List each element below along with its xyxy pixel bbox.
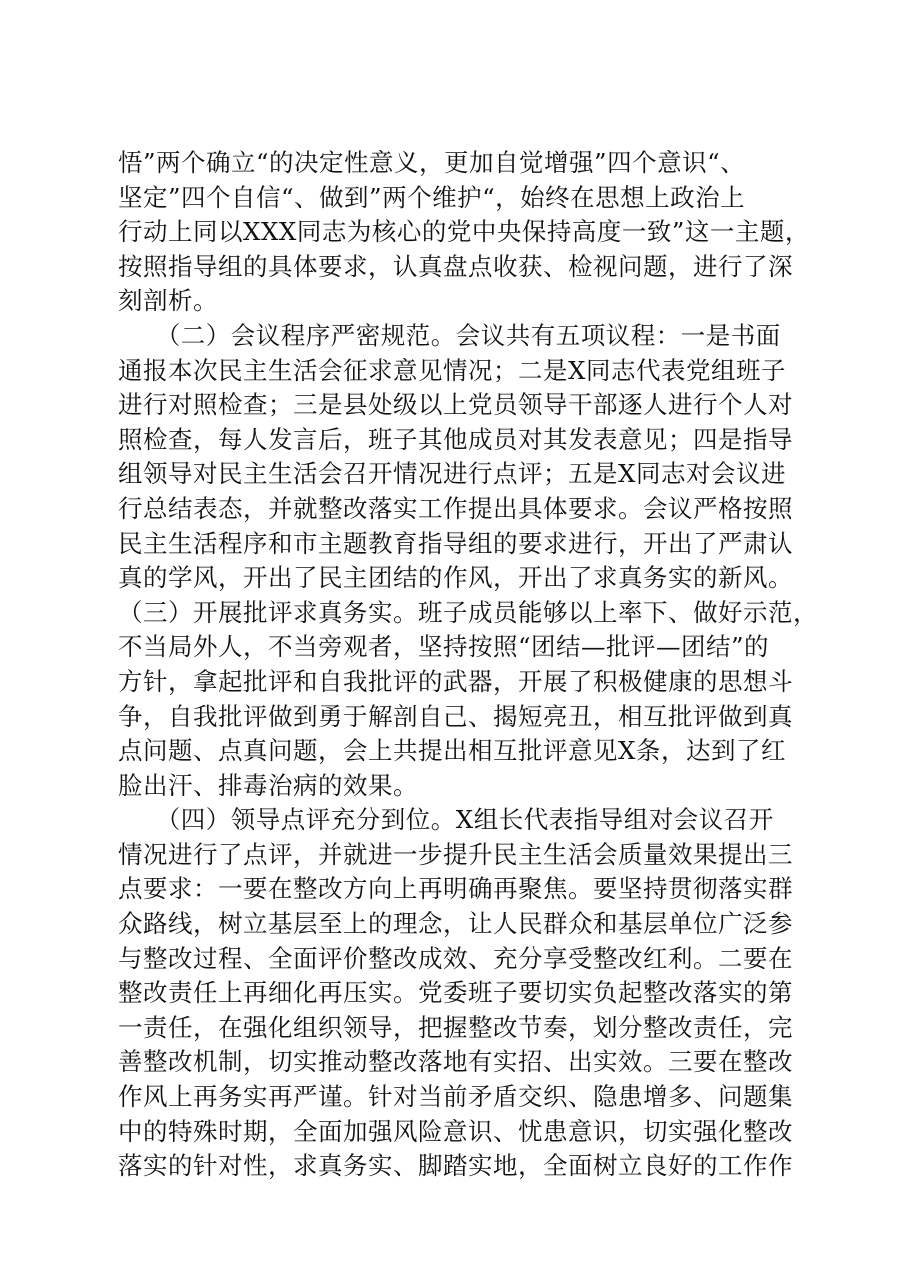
- text-line: 与整改过程、全面评价整改成效、充分享受整改红利。二要在: [118, 943, 793, 973]
- text-line: 坚定”四个自信“、做到”两个维护“，始终在思想上政治上: [118, 182, 746, 212]
- text-line: （四）领导点评充分到位。X组长代表指导组对会议召开: [118, 805, 774, 835]
- text-line: 组领导对民主生活会召开情况进行点评；五是X同志对会议进: [118, 459, 786, 489]
- text-line: 点要求：一要在整改方向上再明确再聚焦。要坚持贯彻落实群: [118, 874, 793, 904]
- text-line: 争，自我批评做到勇于解剖自己、揭短亮丑，相互批评做到真: [118, 701, 793, 731]
- text-line: 脸出汗、排毒治病的效果。: [118, 770, 418, 800]
- paragraph-section-4: [118, 803, 810, 1184]
- paragraph-intro-continuation: [118, 146, 810, 319]
- text-line: 善整改机制，切实推动整改落地有实招、出实效。三要在整改: [118, 1047, 793, 1077]
- text-line: 方针，拿起批评和自我批评的武器，开展了积极健康的思想斗: [118, 666, 793, 696]
- text-line: 落实的针对性，求真务实、脚踏实地，全面树立良好的工作作: [118, 1151, 793, 1181]
- text-line: 情况进行了点评，并就进一步提升民主生活会质量效果提出三: [118, 839, 793, 869]
- text-line: 行动上同以XXX同志为核心的党中央保持高度一致”这一主题，: [118, 217, 810, 247]
- text-line: 不当局外人，不当旁观者，坚持按照“团结—批评—团结”的: [118, 632, 770, 662]
- text-line: 中的特殊时期，全面加强风险意识、忧患意识，切实强化整改: [118, 1116, 793, 1146]
- text-line: 真的学风，开出了民主团结的作风，开出了求真务实的新风。: [118, 563, 793, 593]
- text-line: 一责任，在强化组织领导，把握整改节奏，划分整改责任，完: [118, 1012, 793, 1042]
- text-line: 整改责任上再细化再压实。党委班子要切实负起整改落实的第: [118, 978, 793, 1008]
- text-line: 悟”两个确立“的决定性意义，更加自觉增强”四个意识“、: [118, 148, 746, 177]
- text-line: 进行对照检查；三是县处级以上党员领导干部逐人进行个人对: [118, 390, 793, 420]
- text-line: （二）会议程序严密规范。会议共有五项议程：一是书面: [118, 320, 781, 350]
- text-line: 点问题、点真问题，会上共提出相互批评意见X条，达到了红: [118, 736, 786, 766]
- text-line: 照检查，每人发言后，班子其他成员对其发表意见；四是指导: [118, 424, 793, 454]
- text-line: （三）开展批评求真务实。班子成员能够以上率下、做好示范，: [118, 597, 818, 627]
- text-line: 通报本次民主生活会征求意见情况；二是X同志代表党组班子: [118, 355, 786, 385]
- document-body: [118, 146, 818, 1184]
- text-line: 民主生活程序和市主题教育指导组的要求进行，开出了严肃认: [118, 528, 793, 558]
- text-line: 刻剖析。: [118, 286, 218, 316]
- paragraph-section-2: [118, 319, 810, 596]
- text-line: 行总结表态，并就整改落实工作提出具体要求。会议严格按照: [118, 493, 793, 523]
- text-line: 按照指导组的具体要求，认真盘点收获、检视问题，进行了深: [118, 251, 793, 281]
- text-line: 众路线，树立基层至上的理念，让人民群众和基层单位广泛参: [118, 909, 793, 939]
- text-line: 作风上再务实再严谨。针对当前矛盾交织、隐患增多、问题集: [118, 1082, 793, 1112]
- paragraph-section-3: [118, 596, 818, 804]
